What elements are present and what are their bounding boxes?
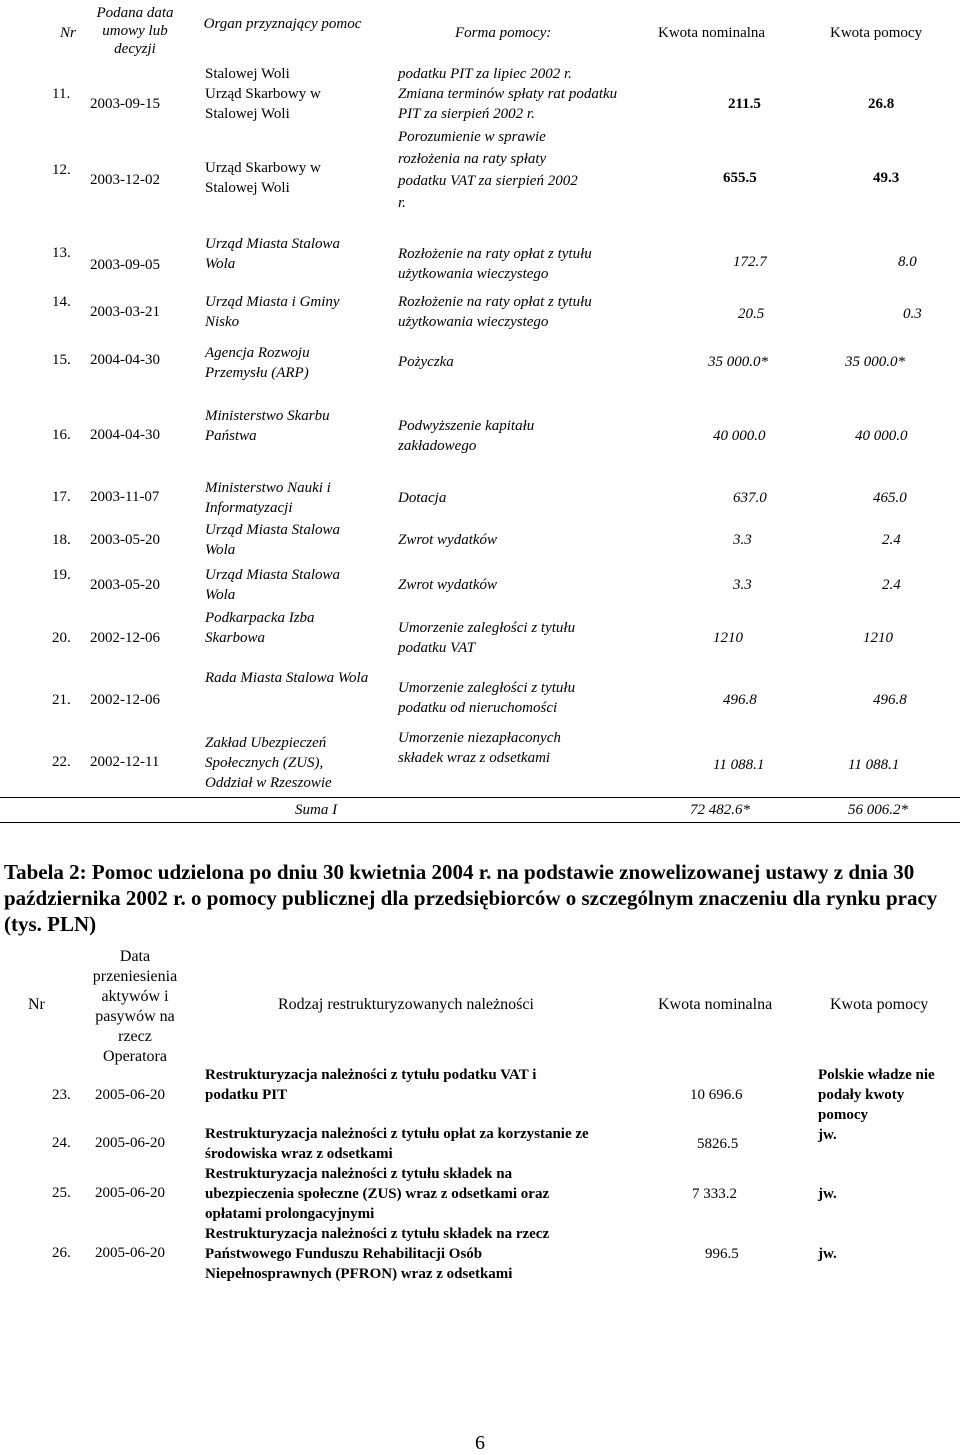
- row-23-pomoc: Polskie władze nie podały kwoty pomocy: [818, 1067, 935, 1123]
- row-14-organ: Urząd Miasta i Gminy Nisko: [205, 294, 340, 330]
- row-12-organ: Urząd Skarbowy w Stalowej Woli: [205, 160, 321, 196]
- row-24-rodzaj: Restrukturyzacja należności z tytułu opłat za korzystanie ze środowiska wraz z odsetkami: [205, 1126, 589, 1162]
- carry-organ: Stalowej Woli: [205, 66, 290, 82]
- col-header-organ: Organ przyznający pomoc: [203, 16, 362, 32]
- col-header-nr: Nr: [60, 25, 76, 41]
- row-11-nr: 11.: [52, 86, 71, 102]
- row-20-nr: 20.: [52, 630, 71, 646]
- row-24-nr: 24.: [52, 1135, 71, 1151]
- row-18-nominal: 3.3: [733, 532, 752, 548]
- row-16-forma: Podwyższenie kapitału zakładowego: [398, 418, 535, 454]
- row-25-date: 2005-06-20: [95, 1185, 165, 1201]
- col-header-nominal: Kwota nominalna: [658, 25, 766, 41]
- row-14-date: 2003-03-21: [90, 304, 160, 320]
- row-22-date: 2002-12-11: [90, 754, 160, 770]
- row-17-nominal: 637.0: [733, 490, 767, 506]
- row-13-date: 2003-09-05: [90, 257, 160, 273]
- row-19-date: 2003-05-20: [90, 577, 160, 593]
- row-16-nominal: 40 000.0: [713, 428, 766, 444]
- row-12-nr: 12.: [52, 162, 71, 178]
- row-12-forma: Porozumienie w sprawie rozłożenia na raty spłaty podatku VAT za sierpień 2002 r.: [398, 129, 578, 211]
- row-15-forma: Pożyczka: [398, 354, 454, 370]
- row-15-pomoc: 35 000.0*: [845, 354, 905, 370]
- row-18-date: 2003-05-20: [90, 532, 160, 548]
- row-23-nominal: 10 696.6: [690, 1087, 743, 1103]
- row-23-date: 2005-06-20: [95, 1087, 165, 1103]
- row-20-forma: Umorzenie zaległości z tytułu podatku VAT: [398, 620, 576, 656]
- row-22-nr: 22.: [52, 754, 71, 770]
- row-17-date: 2003-11-07: [90, 489, 160, 505]
- row-15-nominal: 35 000.0*: [708, 354, 768, 370]
- page-number: 6: [475, 1432, 485, 1454]
- row-14-pomoc: 0.3: [903, 306, 922, 322]
- row-19-forma: Zwrot wydatków: [398, 577, 498, 593]
- sum-nominal: 72 482.6*: [690, 802, 750, 818]
- row-24-date: 2005-06-20: [95, 1135, 165, 1151]
- row-23-nr: 23.: [52, 1087, 71, 1103]
- col-header-forma: Forma pomocy:: [455, 25, 552, 41]
- row-16-nr: 16.: [52, 427, 71, 443]
- row-13-nominal: 172.7: [733, 254, 767, 270]
- row-18-forma: Zwrot wydatków: [398, 532, 498, 548]
- col-header-nr: Nr: [28, 996, 45, 1013]
- row-21-pomoc: 496.8: [873, 692, 907, 708]
- col-header-rodzaj: Rodzaj restrukturyzowanych należności: [278, 996, 534, 1013]
- row-13-nr: 13.: [52, 245, 71, 261]
- col-header-date: Data przeniesienia aktywów i pasywów na rzecz Operatora: [92, 948, 178, 1065]
- row-22-nominal: 11 088.1: [713, 757, 765, 773]
- row-12-nominal: 655.5: [723, 170, 757, 186]
- row-21-nominal: 496.8: [723, 692, 757, 708]
- row-24-pomoc: jw.: [818, 1127, 837, 1143]
- table-2-caption: Tabela 2: Pomoc udzielona po dniu 30 kwietnia 2004 r. na podstawie znowelizowanej ustawy z dnia 30 października 2002 r. o pomocy publicznej dla przedsiębiorców o szczególnym znaczeniu dla rynku pracy (tys. PLN): [4, 860, 938, 936]
- row-25-rodzaj: Restrukturyzacja należności z tytułu składek na ubezpieczenia społeczne (ZUS) wraz z odsetkami oraz opłatami prolongacyjnymi: [205, 1166, 550, 1222]
- row-22-pomoc: 11 088.1: [848, 757, 900, 773]
- row-18-organ: Urząd Miasta Stalowa Wola: [205, 522, 341, 558]
- row-17-forma: Dotacja: [398, 490, 447, 506]
- row-21-date: 2002-12-06: [90, 692, 160, 708]
- sum-rule: [0, 797, 960, 798]
- row-13-organ: Urząd Miasta Stalowa Wola: [205, 236, 341, 272]
- row-21-nr: 21.: [52, 692, 71, 708]
- col-header-nominal: Kwota nominalna: [658, 996, 773, 1013]
- row-12-pomoc: 49.3: [873, 170, 900, 186]
- row-20-organ: Podkarpacka Izba Skarbowa: [205, 610, 315, 646]
- row-13-forma: Rozłożenie na raty opłat z tytułu użytkowania wieczystego: [398, 246, 592, 282]
- row-22-forma: Umorzenie niezapłaconych składek wraz z odsetkami: [398, 730, 561, 766]
- col-header-pomoc: Kwota pomocy: [830, 996, 929, 1013]
- row-24-nominal: 5826.5: [697, 1136, 739, 1152]
- row-16-organ: Ministerstwo Skarbu Państwa: [205, 408, 330, 444]
- row-25-nr: 25.: [52, 1185, 71, 1201]
- row-11-organ: Urząd Skarbowy w Stalowej Woli: [205, 86, 321, 122]
- row-26-pomoc: jw.: [818, 1246, 837, 1262]
- row-18-pomoc: 2.4: [882, 532, 901, 548]
- col-header-pomoc: Kwota pomocy: [830, 25, 923, 41]
- row-14-forma: Rozłożenie na raty opłat z tytułu użytkowania wieczystego: [398, 294, 592, 330]
- sum-rule-bottom: [0, 822, 960, 823]
- row-15-nr: 15.: [52, 352, 71, 368]
- carry-forma: podatku PIT za lipiec 2002 r.: [398, 66, 572, 82]
- row-25-nominal: 7 333.2: [692, 1186, 737, 1202]
- row-19-nominal: 3.3: [733, 577, 752, 593]
- row-17-nr: 17.: [52, 489, 71, 505]
- row-16-pomoc: 40 000.0: [855, 428, 908, 444]
- row-14-nr: 14.: [52, 294, 71, 310]
- row-21-organ: Rada Miasta Stalowa Wola: [205, 670, 369, 686]
- row-14-nominal: 20.5: [738, 306, 765, 322]
- row-11-forma: Zmiana terminów spłaty rat podatku PIT za sierpień 2002 r.: [398, 86, 618, 122]
- sum-pomoc: 56 006.2*: [848, 802, 908, 818]
- row-15-organ: Agencja Rozwoju Przemysłu (ARP): [205, 345, 310, 381]
- row-12-date: 2003-12-02: [90, 172, 160, 188]
- col-header-date: Podana data umowy lub decyzji: [96, 5, 174, 57]
- row-20-nominal: 1210: [713, 630, 743, 646]
- row-17-organ: Ministerstwo Nauki i Informatyzacji: [205, 480, 331, 516]
- row-18-nr: 18.: [52, 532, 71, 548]
- row-21-forma: Umorzenie zaległości z tytułu podatku od nieruchomości: [398, 680, 576, 716]
- row-22-organ: Zakład Ubezpieczeń Społecznych (ZUS), Oddział w Rzeszowie: [205, 735, 332, 791]
- row-11-pomoc: 26.8: [868, 96, 895, 112]
- row-20-date: 2002-12-06: [90, 630, 160, 646]
- row-15-date: 2004-04-30: [90, 352, 160, 368]
- row-23-rodzaj: Restrukturyzacja należności z tytułu podatku VAT i podatku PIT: [205, 1067, 537, 1103]
- row-26-date: 2005-06-20: [95, 1245, 165, 1261]
- row-19-pomoc: 2.4: [882, 577, 901, 593]
- row-13-pomoc: 8.0: [898, 254, 917, 270]
- row-25-pomoc: jw.: [818, 1186, 837, 1202]
- row-19-organ: Urząd Miasta Stalowa Wola: [205, 567, 341, 603]
- row-17-pomoc: 465.0: [873, 490, 907, 506]
- row-11-nominal: 211.5: [728, 96, 761, 112]
- row-20-pomoc: 1210: [863, 630, 893, 646]
- row-11-date: 2003-09-15: [90, 96, 160, 112]
- sum-label: Suma I: [295, 802, 338, 818]
- row-16-date: 2004-04-30: [90, 427, 160, 443]
- row-26-rodzaj: Restrukturyzacja należności z tytułu składek na rzecz Państwowego Funduszu Rehabilitacji Osób Niepełnosprawnych (PFRON) wraz z odsetkami: [205, 1226, 550, 1282]
- row-26-nr: 26.: [52, 1245, 71, 1261]
- row-26-nominal: 996.5: [705, 1246, 739, 1262]
- row-19-nr: 19.: [52, 567, 71, 583]
